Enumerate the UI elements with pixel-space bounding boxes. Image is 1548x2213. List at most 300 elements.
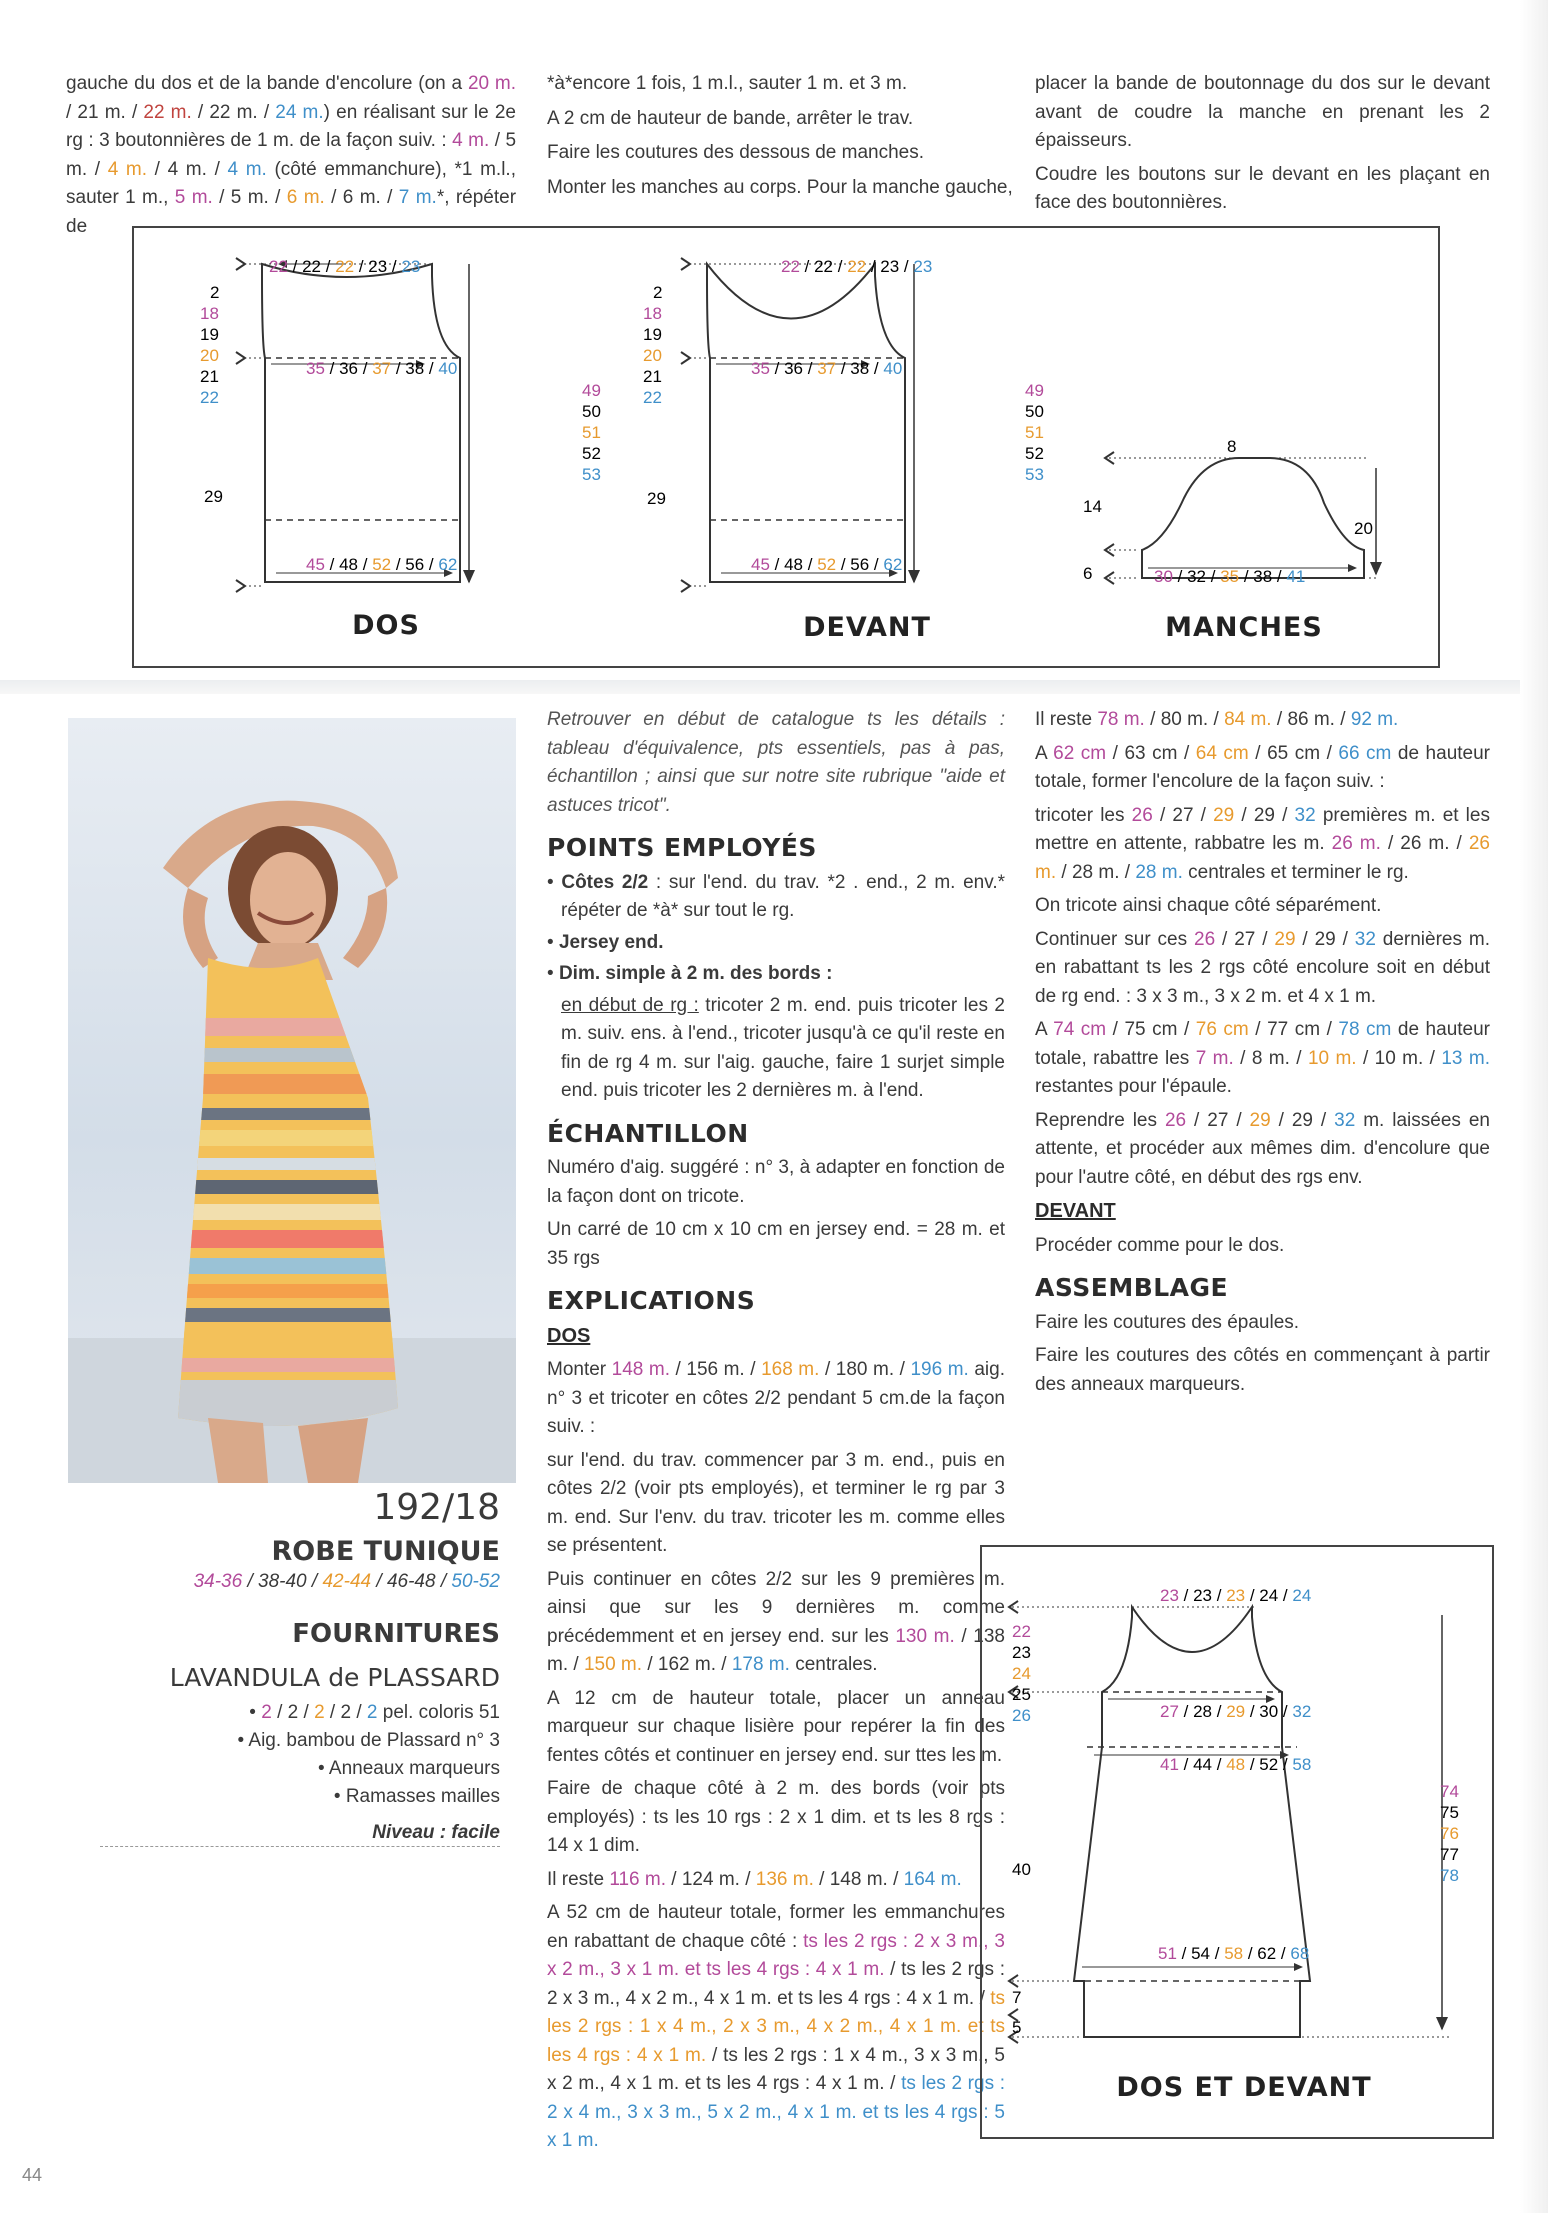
supply-item: • Aig. bambou de Plassard n° 3 [237, 1730, 500, 1751]
text-segment: / [191, 101, 210, 123]
text-segment: 26 [1194, 928, 1216, 950]
dd-hem-label: 51 / 54 / 58 / 62 / 68 [1158, 1944, 1310, 1963]
text-segment: / [1334, 709, 1351, 730]
text-segment: / [257, 101, 276, 123]
text-segment: / [435, 1571, 452, 1592]
text-segment: / [268, 187, 287, 208]
text-segment: / [1056, 861, 1072, 883]
manches-title: MANCHES [1165, 612, 1323, 643]
size-list [100, 1571, 500, 1593]
text-segment: / [568, 1654, 584, 1675]
text-segment: / [1335, 928, 1355, 950]
text-segment: 29 [1291, 1109, 1313, 1131]
jersey-label: Jersey end. [558, 931, 664, 953]
dim-label: Dim. simple à 2 m. des bords : [558, 963, 833, 984]
text-paragraph: placer la bande de boutonnage du dos sur le devant avant de coudre la manche en prenant les 2 épaisseurs. [1035, 73, 1490, 151]
text-segment: 156 m. [686, 1359, 745, 1380]
text-segment: 5 m. [230, 187, 269, 208]
right-text [1035, 706, 1490, 735]
dos-title: DOS [352, 610, 420, 641]
text-segment: 2 [314, 1702, 325, 1723]
svg-text:21: 21 [643, 367, 662, 386]
text-segment: / [66, 101, 78, 123]
text-segment: A 52 cm de hauteur totale, former les emmanchures en rabattant de chaque côté : [547, 1902, 1005, 1952]
text-segment: 64 cm [1195, 742, 1249, 764]
text-segment: 148 m. [829, 1868, 888, 1890]
text-segment: 28 m. [1135, 861, 1183, 883]
svg-text:29: 29 [204, 487, 223, 506]
text-segment: 22 m. [209, 101, 258, 123]
text-segment: / [1228, 1109, 1250, 1131]
text-segment: 4 m. [227, 158, 267, 180]
devant-diagram [689, 264, 914, 586]
svg-text:14: 14 [1083, 497, 1102, 516]
dd-neck-label: 23 / 23 / 23 / 24 / 24 [1160, 1586, 1312, 1605]
dos-chest-label: 35 / 36 / 37 / 38 / 40 [306, 359, 458, 378]
text-segment: 6 m. [342, 187, 381, 208]
svg-text:20: 20 [1354, 519, 1373, 538]
svg-text:20: 20 [643, 346, 662, 365]
points-cotes: • Côtes 2/2 : sur l'end. du trav. *2 . end., 2 m. env.* répéter de *à* sur tout le rg. [547, 871, 1006, 921]
text-segment: / [1356, 1047, 1375, 1069]
assemblage-text: Faire les coutures des côtés en commençant à partir des anneaux marqueurs. [1035, 1345, 1490, 1395]
right-text [1035, 740, 1490, 797]
dd-chest-label: 27 / 28 / 29 / 30 / 32 [1160, 1702, 1312, 1721]
text-segment: 10 m. [1307, 1047, 1357, 1069]
svg-text:25: 25 [1012, 1685, 1031, 1704]
svg-text:2: 2 [210, 283, 220, 302]
points-dim-text [547, 992, 1005, 1106]
svg-text:53: 53 [1025, 465, 1044, 484]
text-segment: 13 m. [1441, 1047, 1490, 1069]
manches-bottom-label: 30 / 32 / 35 / 38 / 41 [1154, 567, 1306, 586]
text-segment: Continuer sur ces [1035, 928, 1194, 950]
text-segment: 27 [1172, 804, 1194, 826]
assemblage-title: ASSEMBLAGE [1035, 1273, 1229, 1302]
svg-text:8: 8 [1227, 437, 1237, 456]
text-segment: 196 m. [910, 1359, 969, 1380]
text-segment: 26 m. [1400, 833, 1450, 854]
text-segment: 62 cm [1053, 742, 1107, 764]
text-segment: 32 [1334, 1109, 1356, 1131]
text-segment: 29 [1274, 928, 1296, 950]
text-segment: 77 cm [1267, 1019, 1321, 1040]
text-segment: Puis continuer en côtes 2/2 sur les 9 premières m. ainsi que sur les 9 dernières m. comme précédemment et en jersey end. sur les [547, 1568, 1005, 1647]
text-segment: / [670, 1359, 687, 1380]
text-segment: de hauteur totale, rabattre les [1035, 1019, 1491, 1069]
text-segment: / [271, 1702, 288, 1723]
svg-text:19: 19 [643, 325, 662, 344]
text-segment: / [1152, 804, 1173, 826]
section-divider [0, 680, 1548, 694]
top-text-col2 [547, 70, 1017, 208]
text-segment: 76 cm [1195, 1019, 1249, 1040]
text-segment: 66 cm [1338, 742, 1392, 764]
text-segment: 7 m. [398, 187, 437, 208]
cotes-label: Côtes 2/2 [561, 871, 649, 893]
text-segment: / [1186, 1109, 1208, 1131]
svg-text:75: 75 [1440, 1803, 1459, 1822]
text-segment: / [380, 187, 399, 208]
text-segment: 80 m. [1160, 709, 1209, 730]
text-segment: 136 m. [755, 1868, 814, 1890]
text-segment: / [1233, 1047, 1252, 1069]
text-segment: / [744, 1359, 762, 1380]
text-segment: 86 m. [1287, 709, 1335, 730]
text-segment: / [1234, 804, 1254, 826]
right-column [1035, 706, 1490, 1404]
text-segment: 22 m. [143, 101, 192, 123]
supply-item: • Ramasses mailles [333, 1786, 500, 1807]
text-segment: pel. coloris 51 [377, 1702, 500, 1723]
text-segment: 168 m. [761, 1359, 820, 1380]
text-segment: 4 m. [452, 130, 490, 151]
points-title: POINTS EMPLOYÉS [547, 833, 817, 862]
text-segment: / [715, 1654, 732, 1675]
text-segment: *, répéter de [66, 187, 517, 237]
svg-text:21: 21 [200, 367, 219, 386]
dos-right-numbers [582, 381, 601, 484]
text-segment: Il reste [547, 1868, 610, 1890]
page-number: 44 [22, 2165, 43, 2185]
text-segment: 8 m. [1251, 1047, 1290, 1069]
text-segment: aig. n° 3 et tricoter en côtes 2/2 pendant 5 cm.de la façon suiv. : [547, 1359, 1005, 1437]
dos-diagram [244, 264, 469, 586]
page-gutter [1520, 0, 1548, 2213]
text-segment: 75 cm [1124, 1019, 1178, 1040]
text-segment: 21 m. [77, 101, 126, 123]
right-text [1035, 1016, 1490, 1102]
text-segment: • [249, 1702, 262, 1723]
right-text [1035, 926, 1490, 1012]
text-segment: / [298, 1702, 315, 1723]
text-segment: ts les 2 rgs : 1 x 4 m., 2 x 3 m., 4 x 2 m., 4 x 1 m. et ts les 4 rgs : 4 x 1 m. [547, 1987, 1005, 2066]
echantillon-text: Numéro d'aig. suggéré : n° 3, à adapter en fonction de la façon dont on tricote. [547, 1157, 1005, 1207]
text-segment: ts les 2 rgs : 2 x 4 m., 3 x 3 m., 5 x 2 m., 4 x 1 m. et ts les 4 rgs : 5 x 1 m. [547, 2073, 1006, 2151]
text-segment: 65 cm [1267, 742, 1321, 764]
text-segment: 29 [1213, 804, 1235, 826]
text-segment: 27 [1234, 928, 1256, 950]
text-segment: / [125, 101, 144, 123]
text-segment: / [887, 1868, 904, 1890]
text-segment: / [954, 1625, 974, 1647]
text-segment: 29 [1314, 928, 1336, 950]
text-segment: / [1106, 742, 1125, 764]
text-segment: 4 m. [107, 158, 148, 180]
svg-text:5: 5 [1012, 2018, 1022, 2037]
text-segment: / [894, 1359, 911, 1380]
text-segment: / ts les 2 rgs : 2 x 3 m., 4 x 2 m., 4 x 1 m. et ts les 4 rgs : 4 x 1 m. / [547, 1959, 1005, 2009]
svg-text:76: 76 [1440, 1824, 1459, 1843]
cotes-text: : sur l'end. du trav. *2 . end., 2 m. env.* répéter de *à* sur tout le rg. [561, 871, 1006, 921]
text-segment: 2 [287, 1702, 299, 1723]
text-segment: 78 m. [1097, 709, 1145, 730]
text-segment: / [242, 1571, 259, 1592]
text-segment: / [819, 1359, 836, 1380]
text-segment: / [212, 187, 231, 208]
text-segment: 164 m. [903, 1868, 962, 1890]
devant-text: Procéder comme pour le dos. [1035, 1234, 1285, 1256]
text-segment: / [739, 1868, 756, 1890]
echantillon-text: Un carré de 10 cm x 10 cm en jersey end. = 28 m. et 35 rgs [547, 1219, 1005, 1269]
text-segment: 29 [1253, 804, 1275, 826]
supply-item: • Anneaux marqueurs [318, 1758, 500, 1779]
text-segment: 5 m. [66, 130, 517, 180]
text-segment: 148 m. [611, 1359, 671, 1380]
intro-text: Retrouver en début de catalogue ts les détails : tableau d'équivalence, pts essentiels, pas à pas, échantillon ; ainsi que sur notre site rubrique "aide et astuces tricot". [547, 709, 1005, 816]
text-segment: centrales et terminer le rg. [1182, 861, 1409, 883]
text-segment: / [642, 1654, 658, 1675]
text-segment: / [1423, 1047, 1442, 1069]
text-segment: / [1295, 928, 1315, 950]
text-segment: / [1320, 742, 1339, 764]
dd-title: DOS ET DEVANT [1116, 2072, 1372, 2103]
dd-mid-label: 41 / 44 / 48 / 52 / 58 [1160, 1755, 1312, 1774]
top-text-col1 [66, 70, 516, 241]
text-segment: / [1320, 1019, 1339, 1040]
text-segment: Reprendre les [1035, 1109, 1165, 1131]
text-segment: / [1248, 1019, 1268, 1040]
svg-text:18: 18 [200, 304, 219, 323]
text-segment: / [1177, 742, 1196, 764]
text-segment: 27 [1207, 1109, 1229, 1131]
text-segment: / [1193, 804, 1214, 826]
text-segment: 180 m. [835, 1359, 895, 1380]
svg-text:2: 2 [653, 283, 663, 302]
dos-hem-label: 45 / 48 / 52 / 56 / 62 [306, 555, 458, 574]
dos-subtitle: DOS [547, 1324, 591, 1347]
text-segment: / [489, 130, 506, 151]
dim-text: tricoter 2 m. end. puis tricoter les 2 m. suiv. ens. à l'end., tricoter jusqu'à ce qu'il reste en fin de rg 4 m. sur l'aig. gauche, faire 1 surjet simple end. puis tricoter les 2 dernières m. à l'end. [561, 994, 1005, 1101]
text-segment: ts les 2 rgs : 2 x 3 m., 3 x 2 m., 3 x 1 m. et ts les 4 rgs : 4 x 1 m. [547, 1930, 1006, 1980]
text-segment: 26 m. [1035, 833, 1490, 883]
text-segment: / [1380, 833, 1401, 854]
text-segment: 6 m. [286, 187, 325, 208]
pattern-reference: 192/18 [373, 1487, 500, 1528]
text-segment: premières m. et les mettre en attente, rabbatre les m. [1035, 804, 1490, 854]
devant-subtitle: DEVANT [1035, 1200, 1116, 1222]
svg-text:74: 74 [1440, 1782, 1459, 1801]
text-segment: 84 m. [1224, 709, 1272, 730]
pattern-diagrams-frame [132, 226, 1440, 668]
text-segment: gauche du dos et de la bande d'encolure (on a [66, 73, 468, 94]
text-segment: 38-40 [258, 1571, 307, 1592]
devant-title: DEVANT [803, 612, 931, 643]
text-segment: / [87, 158, 108, 180]
text-segment: 20 m. [467, 73, 516, 94]
text-segment: 24 m. [275, 101, 324, 123]
echantillon-title: ÉCHANTILLON [547, 1118, 749, 1148]
text-segment: 46-48 [386, 1571, 436, 1592]
text-segment: 4 m. [167, 158, 207, 180]
text-segment: 2 [366, 1702, 378, 1723]
text-segment: tricoter les [1035, 804, 1132, 826]
text-segment: / [666, 1868, 682, 1890]
text-segment: de hauteur totale, former l'encolure de la façon suiv. : [1035, 742, 1491, 792]
right-text: On tricote ainsi chaque côté séparément. [1035, 895, 1382, 916]
text-segment: / [206, 158, 228, 180]
text-segment: 74 cm [1053, 1019, 1107, 1040]
middle-column [547, 706, 1005, 2161]
svg-text:22: 22 [200, 388, 219, 407]
svg-text:19: 19 [200, 325, 219, 344]
text-segment: 26 m. [1331, 833, 1381, 854]
text-segment: / [1289, 1047, 1308, 1069]
text-segment: (côté emmanchure), *1 m.l., sauter 1 m., [66, 158, 516, 208]
explications-text [547, 1899, 1005, 2156]
text-segment: / [1312, 1109, 1335, 1131]
svg-text:51: 51 [582, 423, 601, 442]
top-text-col3 [1035, 70, 1490, 223]
text-line: A 2 cm de hauteur de bande, arrêter le trav. [547, 107, 914, 129]
explications-text: sur l'end. du trav. commencer par 3 m. end., puis en côtes 2/2 (voir pts employés), et terminer le rg par 3 m. end. Sur l'env. du trav. tricoter les m. comme elles se présentent. [547, 1449, 1005, 1556]
pattern-diagrams [134, 228, 1438, 666]
svg-text:49: 49 [1025, 381, 1044, 400]
svg-text:29: 29 [647, 489, 666, 508]
text-segment: 2 [261, 1702, 272, 1723]
text-segment: centrales. [789, 1654, 878, 1675]
devant-hem-label: 45 / 48 / 52 / 56 / 62 [751, 555, 903, 574]
explications-text: Faire de chaque côté à 2 m. des bords (voir pts employés) : ts les 10 rgs : 2 x 1 dim. et ts les 8 rgs : 14 x 1 dim. [547, 1778, 1005, 1856]
text-segment: 130 m. [895, 1625, 955, 1647]
explications-title: EXPLICATIONS [547, 1286, 756, 1315]
text-segment: m. laissées en attente, et procéder aux mêmes dim. d'encolure que pour l'autre côté, en début des rgs env. [1035, 1109, 1490, 1188]
dos-devant-diagram-frame [980, 1545, 1494, 2139]
svg-text:53: 53 [582, 465, 601, 484]
explications-text [547, 1356, 1005, 1442]
devant-chest-label: 35 / 36 / 37 / 38 / 40 [751, 359, 903, 378]
text-segment: 150 m. [583, 1654, 643, 1675]
explications-text [547, 1866, 1005, 1895]
text-segment: 2 [340, 1702, 352, 1723]
svg-text:20: 20 [200, 346, 219, 365]
text-segment: 63 cm [1124, 742, 1178, 764]
text-segment: 162 m. [657, 1654, 716, 1675]
svg-text:6: 6 [1083, 564, 1093, 583]
devant-left-numbers [643, 283, 666, 508]
text-segment: ) en réalisant sur le 2e rg : 3 boutonnières de 1 m. de la façon suiv. : [66, 101, 516, 151]
yarn-name: LAVANDULA de PLASSARD [169, 1663, 500, 1692]
svg-text:18: 18 [643, 304, 662, 323]
devant-right-numbers [1025, 381, 1044, 484]
text-segment: 50-52 [451, 1571, 500, 1592]
text-segment: 124 m. [681, 1868, 740, 1890]
text-segment: 116 m. [609, 1868, 666, 1890]
svg-text:26: 26 [1012, 1706, 1031, 1725]
product-name: ROBE TUNIQUE [271, 1536, 500, 1567]
dos-devant-diagram [982, 1547, 1492, 2137]
text-segment: 78 cm [1338, 1019, 1392, 1040]
text-segment: 34-36 [193, 1571, 243, 1592]
text-segment: 10 m. [1374, 1047, 1424, 1069]
svg-text:52: 52 [582, 444, 601, 463]
fournitures-title: FOURNITURES [292, 1619, 500, 1649]
text-segment: / [324, 1702, 341, 1723]
difficulty-level [100, 1822, 500, 1847]
dim-sub: en début de rg : [561, 994, 699, 1016]
text-segment: / [324, 187, 343, 208]
svg-text:77: 77 [1440, 1845, 1459, 1864]
text-segment: 32 [1354, 928, 1376, 950]
text-segment: 26 [1131, 804, 1153, 826]
text-segment: restantes pour l'épaule. [1035, 1076, 1232, 1097]
text-segment: Il reste [1035, 709, 1098, 730]
text-segment: 42-44 [322, 1571, 372, 1592]
manches-diagram [1109, 458, 1376, 578]
text-segment: 7 m. [1195, 1047, 1234, 1069]
text-segment: / [147, 158, 168, 180]
text-segment: / [1177, 1019, 1196, 1040]
text-segment: / ts les 2 rgs : 1 x 4 m., 3 x 3 m., 5 x 2 m., 4 x 1 m. et ts les 4 rgs : 4 x 1 m. / [547, 2044, 1005, 2094]
svg-text:52: 52 [1025, 444, 1044, 463]
text-line: Faire les coutures des dessous de manches. [547, 142, 925, 163]
text-segment: / [371, 1571, 387, 1592]
svg-text:23: 23 [1012, 1643, 1031, 1662]
text-segment: 92 m. [1350, 709, 1399, 730]
svg-text:50: 50 [582, 402, 601, 421]
text-paragraph: Coudre les boutons sur le devant en les plaçant en face des boutonnières. [1035, 163, 1490, 213]
text-segment: / [1106, 1019, 1125, 1040]
text-segment: A [1035, 1019, 1054, 1040]
svg-text:50: 50 [1025, 402, 1044, 421]
text-segment: / [351, 1702, 367, 1723]
text-segment: / [1270, 1109, 1292, 1131]
svg-text:49: 49 [582, 381, 601, 400]
svg-text:22: 22 [1012, 1622, 1031, 1641]
right-text [1035, 1107, 1490, 1193]
text-segment: 138 m. [547, 1625, 1005, 1675]
model-illustration [68, 718, 516, 1483]
text-segment: / [1271, 709, 1288, 730]
text-segment: A [1035, 742, 1054, 764]
text-segment: 26 [1164, 1109, 1187, 1131]
text-segment: / [1255, 928, 1275, 950]
text-segment: 29 [1249, 1109, 1271, 1131]
right-text [1035, 802, 1490, 888]
svg-text:24: 24 [1012, 1664, 1031, 1683]
text-segment: dernières m. en rabattant ts les 2 rgs côté encolure soit en début de rg end. : 3 x 3 m., 3 x 2 m. et 4 x 1 m. [1035, 928, 1490, 1007]
svg-text:7: 7 [1012, 1988, 1022, 2007]
text-line: Monter les manches au corps. Pour la manche gauche, [547, 176, 1013, 198]
dd-right-numbers [1440, 1782, 1459, 1885]
dos-neck-label: 22 / 22 / 22 / 23 / 23 [269, 257, 421, 276]
dd-left-numbers [1012, 1622, 1031, 2037]
text-segment: / [813, 1868, 830, 1890]
text-segment: / [1119, 861, 1136, 883]
dos-left-numbers [200, 283, 223, 506]
text-line: *à*encore 1 fois, 1 m.l., sauter 1 m. et 3 m. [547, 73, 908, 94]
svg-text:78: 78 [1440, 1866, 1459, 1885]
text-segment: / [1215, 928, 1235, 950]
svg-text:51: 51 [1025, 423, 1044, 442]
svg-text:22: 22 [643, 388, 662, 407]
text-segment: / [1144, 709, 1161, 730]
points-dim: • Dim. simple à 2 m. des bords : [547, 963, 833, 984]
supply-item [100, 1702, 500, 1724]
text-segment: 178 m. [731, 1654, 790, 1675]
text-segment: 5 m. [174, 187, 213, 208]
explications-text: A 12 cm de hauteur totale, placer un anneau marqueur sur chaque lisière pour repérer la fin des fentes côtés et continuer en jersey end. sur ttes les m. [547, 1687, 1005, 1766]
svg-text:40: 40 [1012, 1860, 1031, 1879]
difficulty-text: Niveau : facile [372, 1822, 500, 1843]
assemblage-text: Faire les coutures des épaules. [1035, 1311, 1300, 1333]
text-segment: Monter [547, 1359, 612, 1380]
model-photo [68, 718, 516, 1483]
text-segment: / [1248, 742, 1268, 764]
text-segment: 28 m. [1071, 861, 1120, 883]
text-segment: / [1274, 804, 1295, 826]
product-info [100, 1486, 500, 1847]
